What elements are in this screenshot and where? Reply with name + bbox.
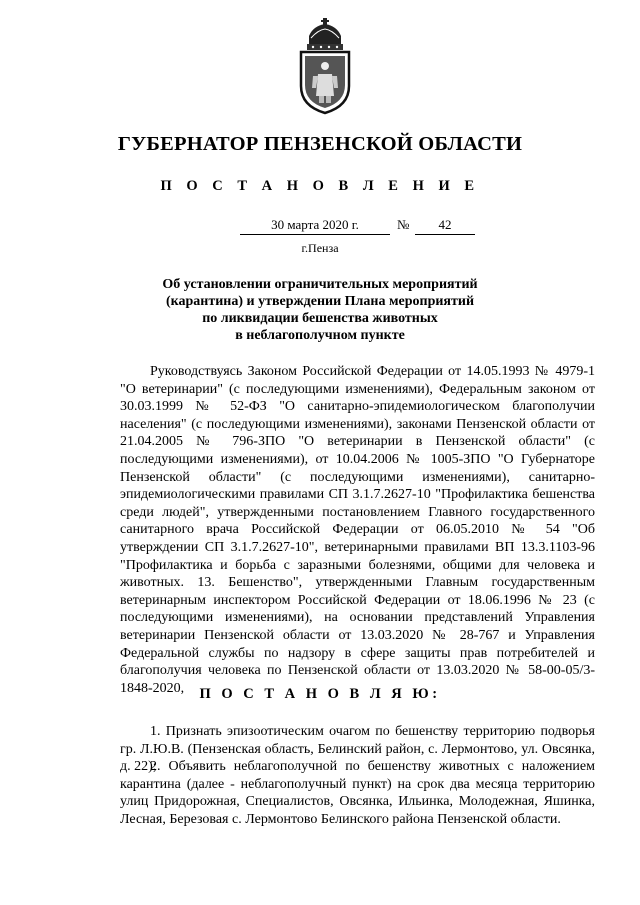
document-date: 30 марта 2020 г. bbox=[240, 217, 390, 235]
preamble-paragraph: Руководствуясь Законом Российской Федерации от 14.05.1993 № 4979-1 "О ветеринарии" (с последующими изменениями), Федеральным законом от 30.03.1999 № 52-ФЗ "О санитарно-эпидемиологическом благополучии населения" (с последующими изменениями), законами Пензенской области от 21.04.2005 № 796-ЗПО "О ветеринарии в Пензенской области" (с последующими изменениями), от 10.04.2006 № 1005-ЗПО "О Губернаторе Пензенской области" (с последующими изменениями), санитарно-эпидемиологическими правилами СП 3.1.7.2627-10 "Профилактика бешенства среди людей", утвержденными постановлением Главного государственного санитарного врача Российской Федерации от 06.05.2010 № 54 "Об утверждении СП 3.1.7.2627-10", ветеринарными правилами ВП 13.3.1103-96 "Профилактика и борьба с заразными болезнями, общими для человека и животных. 13. Бешенство", утвержденными Главным государственным ветеринарным инспектором Российской Федерации от 18.06.1996 № 23 (с последующими изменениями), на основании представлений Управления ветеринарии Пензенской области от 13.03.2020 № 28-767 и Управления Федеральной службы по надзору в сфере защиты прав потребителей и благополучия человека по Пензенской области от 13.03.2020 № 58-00-05/3-1848-2020, bbox=[120, 364, 595, 696]
document-city: г.Пенза bbox=[301, 241, 339, 255]
document-type: П О С Т А Н О В Л Е Н И Е bbox=[160, 178, 480, 194]
subject-line: (карантина) и утверждении Плана мероприятий bbox=[165, 294, 475, 309]
document-number: 42 bbox=[415, 217, 475, 235]
subject-line: в неблагополучном пункте bbox=[235, 328, 405, 343]
subject-line: Об установлении ограничительных мероприятий bbox=[162, 277, 478, 292]
date-number-line bbox=[240, 217, 480, 237]
decree-item-2: 2. Объявить неблагополучной по бешенству животных с наложением карантина (далее - неблагополучный пункт) на срок два месяца территорию улиц Придорожная, Специалистов, Овсянка, Ильинка, Молодежная, Яшинка, Лесная, Березовая с. Лермонтово Белинского района Пензенской области. bbox=[120, 759, 595, 827]
penza-coat-of-arms-icon bbox=[291, 16, 359, 116]
number-sign: № bbox=[397, 217, 410, 232]
decree-item-1: 1. Признать эпизоотическим очагом по бешенству территорию подворья гр. Л.Ю.В. (Пензенская область, Белинский район, с. Лермонтово, ул. Овсянка, д. 22); bbox=[120, 724, 595, 775]
issuing-authority: ГУБЕРНАТОР ПЕНЗЕНСКОЙ ОБЛАСТИ bbox=[117, 133, 523, 155]
decree-heading: П О С Т А Н О В Л Я Ю: bbox=[199, 686, 441, 702]
subject-line: по ликвидации бешенства животных bbox=[202, 311, 438, 326]
document-subject bbox=[0, 276, 640, 344]
